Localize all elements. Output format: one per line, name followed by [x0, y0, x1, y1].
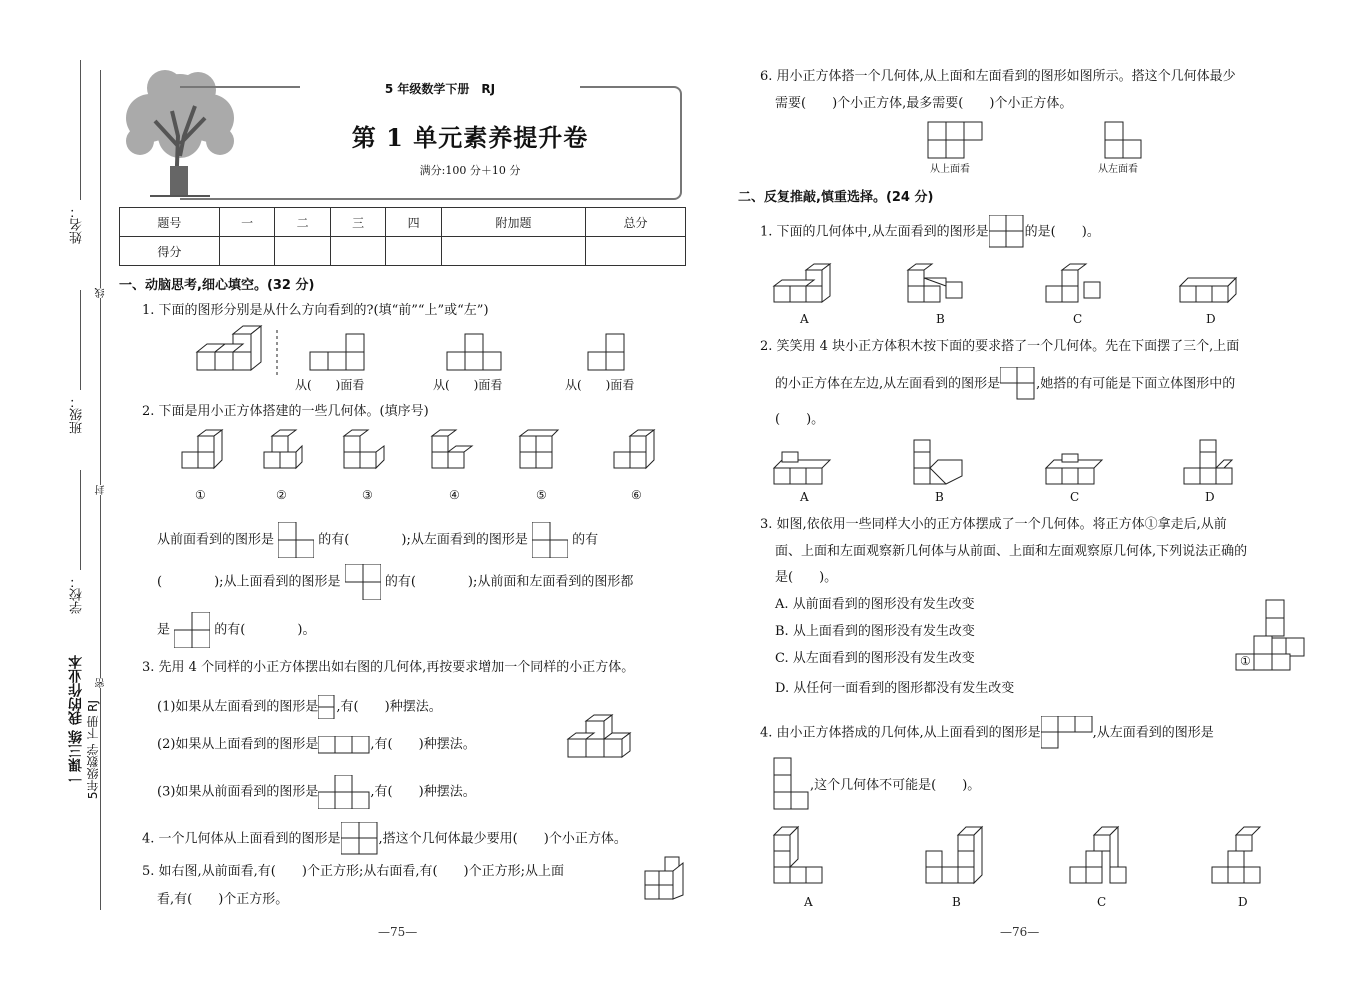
solid-6 [614, 430, 654, 468]
s2-q1-letter-d[interactable]: D [1206, 312, 1216, 326]
solid-label-2: ② [276, 488, 287, 502]
choice-b [914, 440, 962, 484]
s1-q2-line2b: 的有( );从前面和左面看到的图形都 [384, 574, 634, 590]
s2-q4a: 4. 由小正方体搭成的几何体,从上面看到的图形是 [760, 725, 1041, 741]
s1-q1-solid-figure [195, 330, 285, 375]
s2-q1-letter-a[interactable]: A [800, 312, 809, 326]
s2-q1b: 的是( )。 [1024, 224, 1100, 240]
q6-left-view-figure [1105, 122, 1141, 158]
page-title: 第 1 单元素养提升卷 [351, 123, 589, 152]
s2-q3-option-a[interactable]: A. 从前面看到的图形没有发生改变 [775, 597, 975, 612]
front-view-figure [278, 522, 314, 558]
q5-solid-figure [645, 855, 687, 907]
score-table-cell: 题号 [120, 208, 220, 237]
s1-q2-line3 [157, 612, 315, 648]
s1-q2-line1a: 从前面看到的图形是 [157, 532, 275, 548]
s1-q1-view-1 [310, 334, 364, 370]
s2-q2-letter-c[interactable]: C [1070, 490, 1080, 504]
s2-q3-option-b[interactable]: B. 从上面看到的图形没有发生改变 [775, 624, 975, 639]
choice-a [774, 452, 830, 484]
s1-q5-line2: 看,有( )个正方形。 [157, 892, 289, 907]
q3-front-view-figure [318, 775, 370, 809]
page-number-right: —76— [1000, 925, 1040, 939]
score-table-cell: 四 [386, 208, 442, 237]
class-underline [80, 290, 81, 390]
s2-q1-choice-solids [770, 262, 1250, 310]
s1-q2-line3a: 是 [157, 622, 171, 638]
full-score-note: 满分:100 分＋10 分 [419, 164, 521, 177]
brand-logo: 一课三练 我的作业本 [68, 655, 84, 786]
s2-q4-line2: ,这个几何体不可能是( )。 [810, 778, 981, 793]
s2-q2-line2 [775, 367, 1235, 401]
s2-q3-cube-marker: ① [1240, 654, 1251, 668]
q6-top-view-figure [928, 122, 982, 158]
solid-label-3: ③ [362, 488, 373, 502]
front-left-view-figure [174, 612, 210, 648]
s1-q3-p2b: ,有( )种摆法。 [370, 737, 476, 752]
s1-q3-p2 [157, 735, 476, 755]
choice-a [774, 827, 822, 883]
section2-heading: 二、反复推敲,慎重选择。(24 分) [738, 190, 934, 205]
grade-label: 5 年级数学下册 RJ [300, 80, 580, 97]
solid-3 [344, 430, 384, 468]
s2-q3-option-c[interactable]: C. 从左面看到的图形没有发生改变 [775, 651, 975, 666]
choice-d [1212, 827, 1260, 883]
s2-q4-left-view-figure [774, 758, 810, 810]
s1-q2-line1c: 的有 [572, 532, 599, 548]
s2-q4-letter-b[interactable]: B [952, 895, 961, 909]
s2-q1-letter-c[interactable]: C [1073, 312, 1083, 326]
q4-top-view-figure [341, 822, 379, 856]
seal-mark: 封 [96, 485, 107, 495]
section1-heading: 一、动脑思考,细心填空。(32 分) [119, 278, 315, 293]
score-table-score-row [120, 237, 686, 266]
s2-q1-left-view-figure [989, 215, 1025, 249]
s2-q2-line2a: 的小正方体在左边,从左面看到的图形是 [775, 376, 1001, 392]
s1-q4b: ,搭这个几何体最少要用( )个小正方体。 [378, 831, 627, 847]
s1-q4 [142, 822, 627, 856]
s1-q3-p1b: ,有( )种摆法。 [336, 699, 442, 715]
score-table-cell: 总分 [586, 208, 686, 237]
score-input-cell[interactable] [586, 237, 686, 266]
s2-q4-line1 [760, 716, 1214, 750]
s1-q5-line1: 5. 如右图,从前面看,有( )个正方形;从右面看,有( )个正方形;从上面 [142, 864, 564, 879]
s2-q1a: 1. 下面的几何体中,从左面看到的图形是 [760, 224, 989, 240]
s1-q3-text: 3. 先用 4 个同样的小正方体摆出如右图的几何体,再按要求增加一个同样的小正方体。 [142, 660, 635, 675]
choice-d [1180, 278, 1236, 302]
score-table [119, 207, 686, 266]
choice-c [1046, 454, 1102, 484]
s1-q3-p3a: (3)如果从前面看到的图形是 [157, 784, 319, 800]
s1-q3-p3b: ,有( )种摆法。 [370, 784, 476, 800]
q3-solid-figure [568, 715, 632, 759]
s2-q2-letter-b[interactable]: B [935, 490, 944, 504]
score-table-cell: 二 [275, 208, 331, 237]
s1-q1-caption-1: 从( )面看 [295, 378, 365, 392]
s2-q4-top-view-figure [1041, 716, 1093, 750]
q3-left-view-figure [318, 695, 336, 719]
s1-q1-view-2 [447, 334, 501, 370]
score-input-cell[interactable] [330, 237, 386, 266]
s1-q1-caption-3: 从( )面看 [565, 378, 635, 392]
q3-top-view-figure [318, 736, 370, 754]
solid-4 [432, 430, 472, 468]
page-number-left: —75— [378, 925, 418, 939]
name-label: 姓名： [70, 205, 85, 244]
name-underline [80, 60, 81, 200]
s2-q2-left-view-figure [1000, 367, 1036, 401]
s2-q4-choice-solids [770, 825, 1250, 893]
s2-q2-letter-a[interactable]: A [800, 490, 809, 504]
s1-q2-text: 2. 下面是用小正方体搭建的一些几何体。(填序号) [142, 404, 429, 419]
series-text: 5年级数学 下册 RJ [86, 700, 100, 800]
class-label: 班级： [70, 395, 85, 434]
score-table-header-row [120, 208, 686, 237]
s1-q2-line2a: ( );从上面看到的图形是 [157, 574, 341, 590]
s2-q2-line2b: ,她搭的有可能是下面立体图形中的 [1036, 376, 1236, 392]
score-input-cell[interactable] [386, 237, 442, 266]
left-view-figure [532, 522, 568, 558]
score-input-cell[interactable] [441, 237, 585, 266]
school-underline [80, 470, 81, 570]
s1-q2-line1 [157, 522, 598, 558]
s2-q3-option-d[interactable]: D. 从任何一面看到的图形都没有发生改变 [775, 681, 1015, 696]
s1-q3-p1 [157, 695, 442, 719]
score-input-cell[interactable] [219, 237, 275, 266]
solid-2 [264, 430, 302, 468]
choice-a [774, 264, 830, 302]
s1-q2-line2 [157, 564, 633, 600]
solid-label-4: ④ [449, 488, 460, 502]
choice-c [1046, 264, 1100, 302]
s1-q1-text: 1. 下面的图形分别是从什么方向看到的?(填“前”“上”或“左”) [142, 303, 489, 318]
s1-q2-line3b: 的有( )。 [214, 622, 316, 638]
s1-q1-view-3 [588, 334, 624, 370]
s2-q4-letter-a[interactable]: A [804, 895, 813, 909]
s2-q4-letter-c[interactable]: C [1097, 895, 1107, 909]
s1-q4a: 4. 一个几何体从上面看到的图形是 [142, 831, 341, 847]
solid-1 [182, 430, 222, 468]
s2-q2-line3: ( )。 [775, 412, 825, 427]
s1-q2-solids [178, 430, 668, 482]
choice-b [926, 827, 982, 883]
binding-margin [0, 0, 110, 999]
s2-q4b: ,从左面看到的图形是 [1092, 725, 1214, 741]
q6-caption-left: 从左面看 [1098, 164, 1138, 175]
s2-q3-line2: 面、上面和左面观察新几何体与从前面、上面和左面观察原几何体,下列说法正确的 [775, 544, 1248, 559]
school-label: 学校： [70, 575, 85, 614]
score-table-cell: 三 [330, 208, 386, 237]
line-mark: 线 [96, 288, 107, 298]
s2-q1 [760, 215, 1100, 249]
secret-mark: 密 [96, 678, 107, 688]
s1-q3-p3 [157, 775, 476, 809]
s2-q2-line1: 2. 笑笑用 4 块小正方体积木按下面的要求搭了一个几何体。先在下面摆了三个,上面 [760, 339, 1240, 354]
s2-q3-line3: 是( )。 [775, 570, 838, 585]
score-table-cell: 附加题 [441, 208, 585, 237]
s2-q1-letter-b[interactable]: B [936, 312, 945, 326]
score-table-cell: 一 [219, 208, 275, 237]
score-table-cell: 得分 [120, 237, 220, 266]
solid-label-5: ⑤ [536, 488, 547, 502]
solid-label-6: ⑥ [631, 488, 642, 502]
q6-caption-top: 从上面看 [930, 164, 970, 175]
solid-label-1: ① [195, 488, 206, 502]
solid-5 [520, 430, 558, 468]
s2-q3-line1: 3. 如图,依依用一些同样大小的正方体摆成了一个几何体。将正方体①拿走后,从前 [760, 517, 1227, 532]
s2-q2-choice-solids [770, 440, 1250, 488]
s2-q4-letter-d[interactable]: D [1238, 895, 1248, 909]
top-view-figure [345, 564, 381, 600]
q6-line2: 需要( )个小正方体,最多需要( )个小正方体。 [775, 96, 1073, 111]
choice-b [908, 264, 962, 302]
s1-q1-caption-2: 从( )面看 [433, 378, 503, 392]
s1-q3-p2a: (2)如果从上面看到的图形是 [157, 737, 319, 752]
s2-q2-letter-d[interactable]: D [1205, 490, 1215, 504]
choice-d [1184, 440, 1232, 484]
s1-q2-line1b: 的有( );从左面看到的图形是 [318, 532, 528, 548]
q6-line1: 6. 用小正方体搭一个几何体,从上面和左面看到的图形如图所示。搭这个几何体最少 [760, 69, 1236, 84]
score-input-cell[interactable] [275, 237, 331, 266]
choice-c [1070, 827, 1126, 883]
s1-q3-p1a: (1)如果从左面看到的图形是 [157, 699, 319, 715]
